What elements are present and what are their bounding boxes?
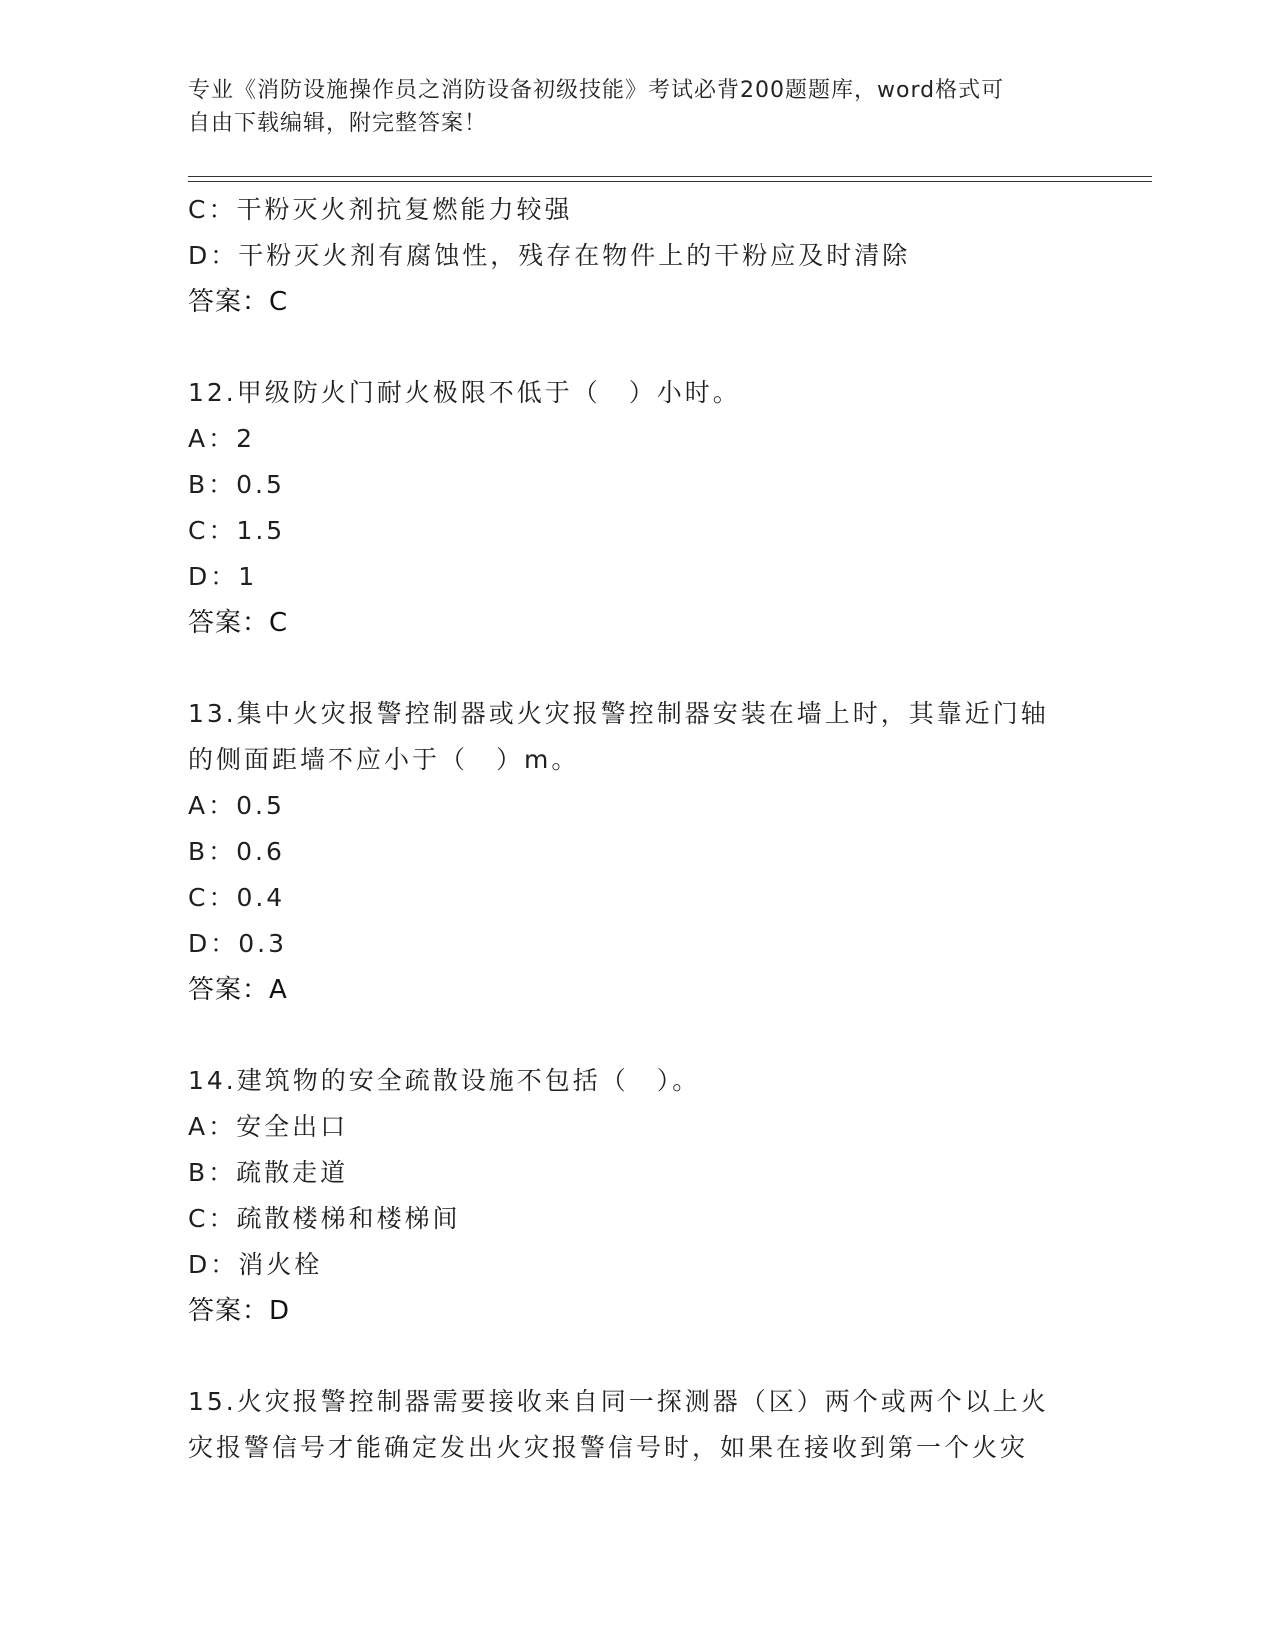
- question-stem-continued: 的侧面距墙不应小于（ ）m。: [188, 745, 580, 774]
- question-15: [188, 1379, 1088, 1471]
- option-b: B：疏散走道: [188, 1158, 349, 1187]
- header-line-2: 自由下载编辑，附完整答案！: [188, 111, 488, 136]
- option-a: A：0.5: [188, 791, 285, 820]
- option-c: C：干粉灭火剂抗复燃能力较强: [188, 195, 573, 224]
- question-stem: 13.集中火灾报警控制器或火灾报警控制器安装在墙上时，其靠近门轴: [188, 699, 1049, 728]
- question-stem-continued: 灾报警信号才能确定发出火灾报警信号时，如果在接收到第一个火灾: [188, 1433, 1029, 1462]
- option-d: D：1: [188, 562, 258, 591]
- option-d: D：干粉灭火剂有腐蚀性，残存在物件上的干粉应及时清除: [188, 241, 911, 270]
- option-c: C：疏散楼梯和楼梯间: [188, 1204, 461, 1233]
- option-a: A：安全出口: [188, 1112, 349, 1141]
- option-b: B：0.5: [188, 470, 285, 499]
- answer: 答案：C: [188, 608, 289, 638]
- question-14: [188, 1058, 1088, 1334]
- option-d: D：消火栓: [188, 1250, 323, 1279]
- question-stem: 14.建筑物的安全疏散设施不包括（ ）。: [188, 1066, 701, 1095]
- option-d: D：0.3: [188, 929, 288, 958]
- option-b: B：0.6: [188, 837, 285, 866]
- answer: 答案：C: [188, 287, 289, 317]
- header-divider-top: [188, 176, 1152, 177]
- option-c: C：0.4: [188, 883, 286, 912]
- question-list: [188, 187, 1088, 1471]
- document-header: [188, 74, 1088, 140]
- option-a: A：2: [188, 424, 256, 453]
- answer: 答案：D: [188, 1296, 291, 1326]
- option-c: C：1.5: [188, 516, 286, 545]
- header-line-1: 专业《消防设施操作员之消防设备初级技能》考试必背200题题库，word格式可: [188, 78, 1005, 103]
- question-13: [188, 691, 1088, 1013]
- header-divider-bottom: [188, 181, 1152, 182]
- question-stem: 12.甲级防火门耐火极限不低于（ ）小时。: [188, 378, 741, 407]
- question-stem: 15.火灾报警控制器需要接收来自同一探测器（区）两个或两个以上火: [188, 1387, 1049, 1416]
- question-11-tail: [188, 187, 1088, 325]
- answer: 答案：A: [188, 975, 288, 1005]
- question-12: [188, 370, 1088, 646]
